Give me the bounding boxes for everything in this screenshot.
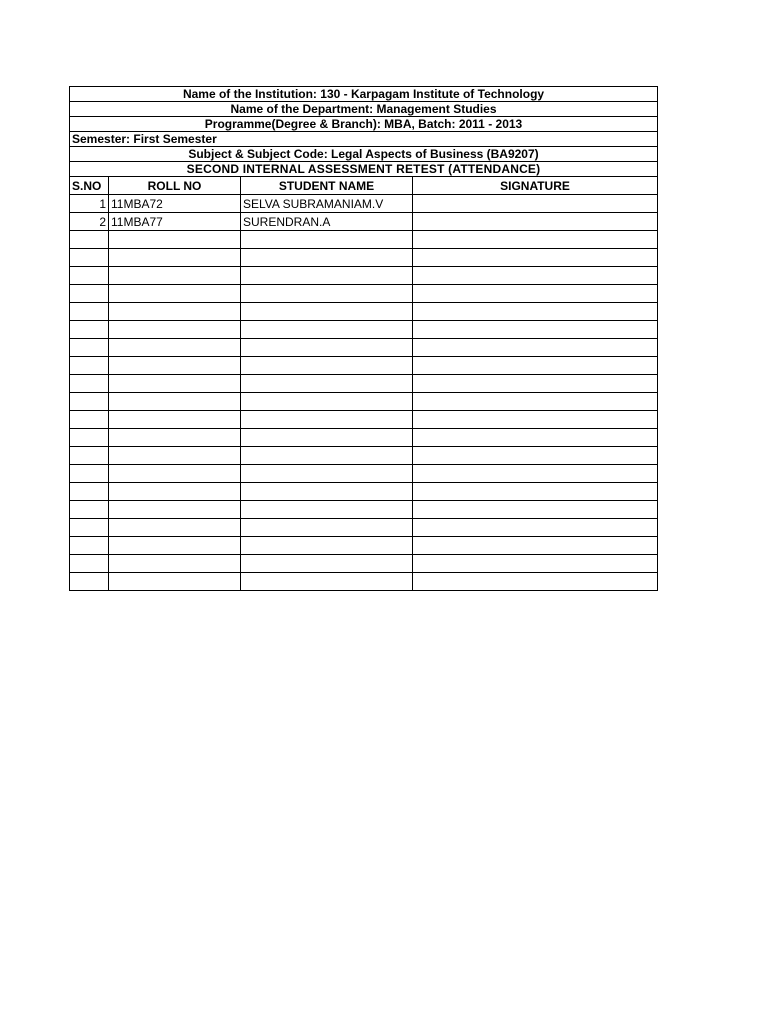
cell-student-name [241,267,413,285]
subject-label: Subject & Subject Code: Legal Aspects of Business (BA9207) [70,147,658,162]
cell-student-name [241,519,413,537]
cell-sno [70,357,109,375]
cell-roll-no [109,285,241,303]
header-title-row [70,162,658,177]
column-header-signature: SIGNATURE [413,177,658,195]
table-row [70,447,658,465]
cell-roll-no [109,555,241,573]
cell-sno [70,267,109,285]
table-row [70,339,658,357]
table-row [70,195,658,213]
programme-label: Programme(Degree & Branch): MBA, Batch: 2011 - 2013 [70,117,658,132]
cell-student-name [241,555,413,573]
cell-signature [413,573,658,591]
table-row [70,429,658,447]
table-row [70,483,658,501]
column-header-sno: S.NO [70,177,109,195]
table-row [70,537,658,555]
cell-student-name: SELVA SUBRAMANIAM.V [241,195,413,213]
cell-student-name [241,429,413,447]
header-department-row [70,102,658,117]
cell-roll-no [109,429,241,447]
cell-signature [413,555,658,573]
cell-signature [413,357,658,375]
cell-student-name [241,501,413,519]
table-row [70,303,658,321]
attendance-table [69,86,658,591]
table-row [70,375,658,393]
cell-student-name [241,321,413,339]
cell-student-name [241,465,413,483]
department-label: Name of the Department: Management Studies [70,102,658,117]
header-institution-row [70,87,658,102]
cell-roll-no [109,393,241,411]
cell-sno [70,285,109,303]
cell-sno [70,321,109,339]
table-row [70,501,658,519]
cell-student-name [241,393,413,411]
table-row [70,393,658,411]
cell-roll-no [109,321,241,339]
cell-roll-no [109,501,241,519]
cell-sno [70,519,109,537]
cell-sno [70,573,109,591]
cell-signature [413,267,658,285]
cell-student-name [241,303,413,321]
cell-signature [413,285,658,303]
column-header-row [70,177,658,195]
cell-student-name [241,483,413,501]
cell-sno: 1 [70,195,109,213]
cell-student-name [241,573,413,591]
cell-sno [70,375,109,393]
table-row [70,213,658,231]
cell-student-name: SURENDRAN.A [241,213,413,231]
attendance-sheet [69,86,657,591]
cell-signature [413,303,658,321]
cell-signature [413,321,658,339]
cell-sno [70,537,109,555]
cell-sno [70,231,109,249]
cell-student-name [241,537,413,555]
cell-roll-no [109,249,241,267]
cell-sno [70,249,109,267]
cell-roll-no [109,465,241,483]
table-row [70,411,658,429]
cell-signature [413,231,658,249]
cell-signature [413,465,658,483]
cell-sno [70,465,109,483]
cell-student-name [241,285,413,303]
cell-student-name [241,447,413,465]
cell-signature [413,411,658,429]
cell-signature [413,429,658,447]
cell-student-name [241,357,413,375]
column-header-student-name: STUDENT NAME [241,177,413,195]
cell-student-name [241,231,413,249]
cell-sno [70,447,109,465]
cell-sno [70,501,109,519]
cell-roll-no [109,357,241,375]
header-semester-row [70,132,658,147]
cell-sno [70,339,109,357]
cell-sno [70,393,109,411]
cell-roll-no [109,231,241,249]
header-subject-row [70,147,658,162]
cell-roll-no: 11MBA72 [109,195,241,213]
cell-roll-no [109,483,241,501]
cell-signature [413,375,658,393]
cell-sno [70,429,109,447]
cell-signature [413,501,658,519]
table-row [70,519,658,537]
cell-sno [70,483,109,501]
cell-roll-no [109,537,241,555]
column-header-roll-no: ROLL NO [109,177,241,195]
cell-student-name [241,249,413,267]
cell-signature [413,339,658,357]
cell-student-name [241,375,413,393]
cell-signature [413,249,658,267]
cell-signature [413,537,658,555]
cell-roll-no [109,303,241,321]
table-row [70,285,658,303]
cell-signature [413,393,658,411]
cell-sno [70,411,109,429]
table-row [70,357,658,375]
cell-signature [413,195,658,213]
table-row [70,573,658,591]
cell-sno: 2 [70,213,109,231]
semester-label: Semester: First Semester [70,132,658,147]
cell-signature [413,519,658,537]
table-row [70,249,658,267]
cell-sno [70,555,109,573]
cell-student-name [241,411,413,429]
header-programme-row [70,117,658,132]
table-row [70,231,658,249]
cell-roll-no [109,375,241,393]
cell-signature [413,483,658,501]
cell-roll-no [109,519,241,537]
table-row [70,465,658,483]
cell-signature [413,213,658,231]
cell-roll-no [109,411,241,429]
table-row [70,555,658,573]
cell-roll-no [109,447,241,465]
cell-roll-no: 11MBA77 [109,213,241,231]
sheet-title: SECOND INTERNAL ASSESSMENT RETEST (ATTENDANCE) [70,162,658,177]
cell-sno [70,303,109,321]
cell-student-name [241,339,413,357]
cell-roll-no [109,339,241,357]
cell-signature [413,447,658,465]
table-row [70,267,658,285]
table-row [70,321,658,339]
cell-roll-no [109,573,241,591]
institution-label: Name of the Institution: 130 - Karpagam Institute of Technology [70,87,658,102]
cell-roll-no [109,267,241,285]
